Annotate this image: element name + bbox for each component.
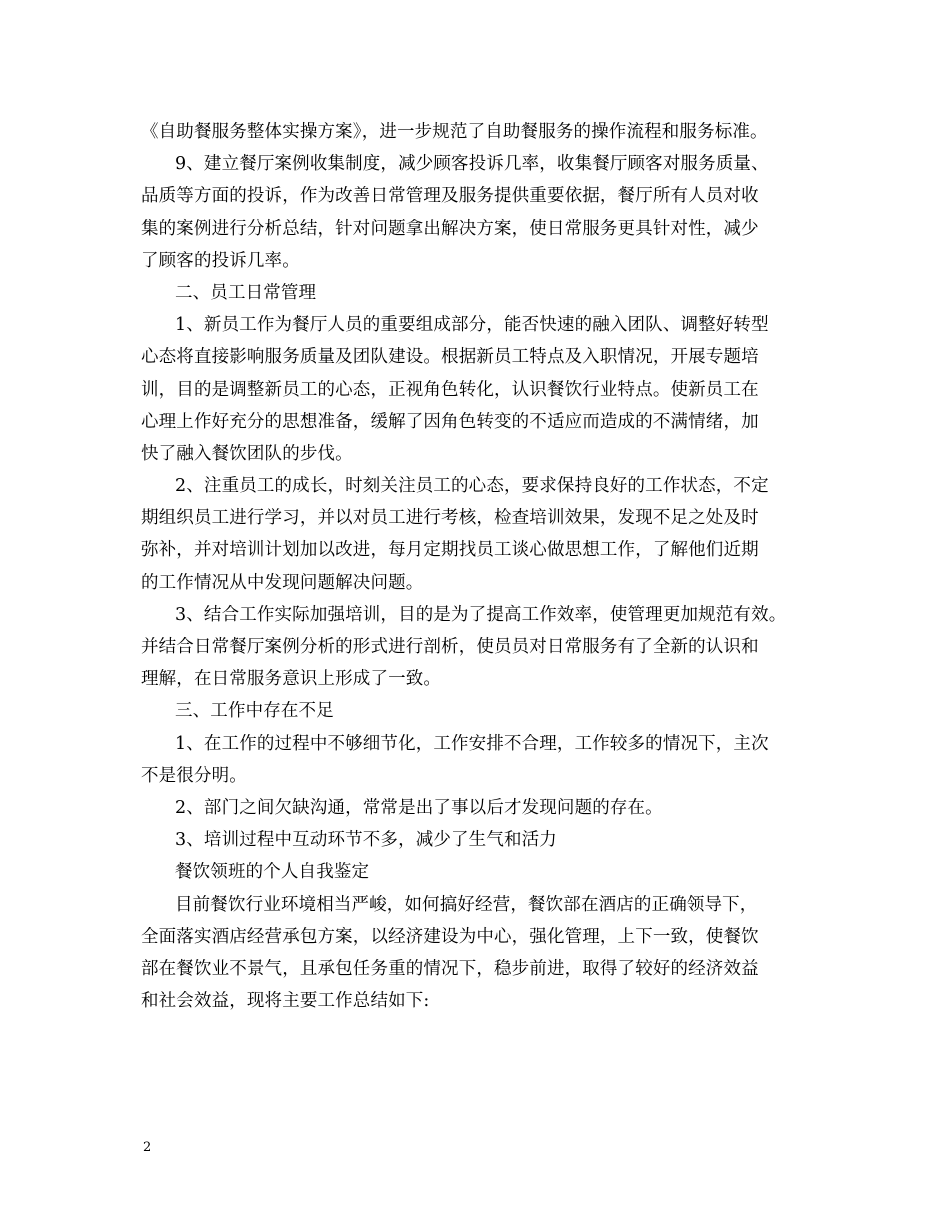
text-line: 心理上作好充分的思想准备，缓解了因角色转变的不适应而造成的不满情绪，加	[141, 411, 759, 432]
text-line: 和社会效益，现将主要工作总结如下:	[141, 991, 430, 1012]
text-line: 2、注重员工的成长，时刻关注员工的心态，要求保持良好的工作状态，不定	[175, 476, 769, 497]
text-line: 期组织员工进行学习，并以对员工进行考核，检查培训效果，发现不足之处及时	[141, 508, 759, 529]
text-line: 并结合日常餐厅案例分析的形式进行剖析，使员员对日常服务有了全新的认识和	[141, 637, 759, 657]
text-line: 2、部门之间欠缺沟通，常常是出了事以后才发现问题的存在。	[175, 797, 663, 818]
text-line: 1、在工作的过程中不够细节化，工作安排不合理，工作较多的情况下，主次	[175, 733, 769, 754]
text-line: 不是很分明。	[141, 765, 247, 786]
text-line: 训，目的是调整新员工的心态，正视角色转化，认识餐饮行业特点。使新员工在	[141, 379, 759, 400]
section-heading: 二、员工日常管理	[175, 282, 317, 303]
text-line: 部在餐饮业不景气，且承包任务重的情况下，稳步前进，取得了较好的经济效益	[141, 958, 759, 979]
text-line: 的工作情况从中发现问题解决问题。	[141, 572, 424, 593]
text-line: 目前餐饮行业环境相当严峻，如何搞好经营，餐饮部在酒店的正确领导下，	[175, 894, 758, 915]
page-number: 2	[143, 1140, 152, 1155]
text-line: 弥补，并对培训计划加以改进，每月定期找员工谈心做思想工作，了解他们近期	[141, 540, 759, 561]
text-line: 理解，在日常服务意识上形成了一致。	[141, 669, 442, 690]
section-heading: 三、工作中存在不足	[175, 701, 334, 722]
text-line: 全面落实酒店经营承包方案，以经济建设为中心，强化管理，上下一致，使餐饮	[141, 926, 759, 947]
text-line: 集的案例进行分析总结，针对问题拿出解决方案，使日常服务更具针对性，减少	[141, 218, 759, 239]
document-body	[141, 116, 816, 1017]
text-line: 快了融入餐饮团队的步伐。	[141, 443, 353, 464]
text-line: 3、培训过程中互动环节不多，减少了生气和活力	[175, 830, 557, 851]
text-line: 1、新员工作为餐厅人员的重要组成部分，能否快速的融入团队、调整好转型	[175, 315, 769, 336]
text-line: 9、建立餐厅案例收集制度，减少顾客投诉几率，收集餐厅顾客对服务质量、	[175, 154, 769, 175]
text-line: 《自助餐服务整体实操方案》，进一步规范了自助餐服务的操作流程和服务标准。	[141, 122, 768, 142]
text-line: 3、结合工作实际加强培训，目的是为了提高工作效率，使管理更加规范有效。	[175, 604, 787, 625]
text-line: 心态将直接影响服务质量及团队建设。根据新员工特点及入职情况，开展专题培	[141, 347, 759, 368]
text-line: 了顾客的投诉几率。	[141, 250, 300, 271]
text-line: 品质等方面的投诉，作为改善日常管理及服务提供重要依据，餐厅所有人员对收	[141, 186, 759, 207]
document-title: 餐饮领班的个人自我鉴定	[175, 862, 370, 883]
